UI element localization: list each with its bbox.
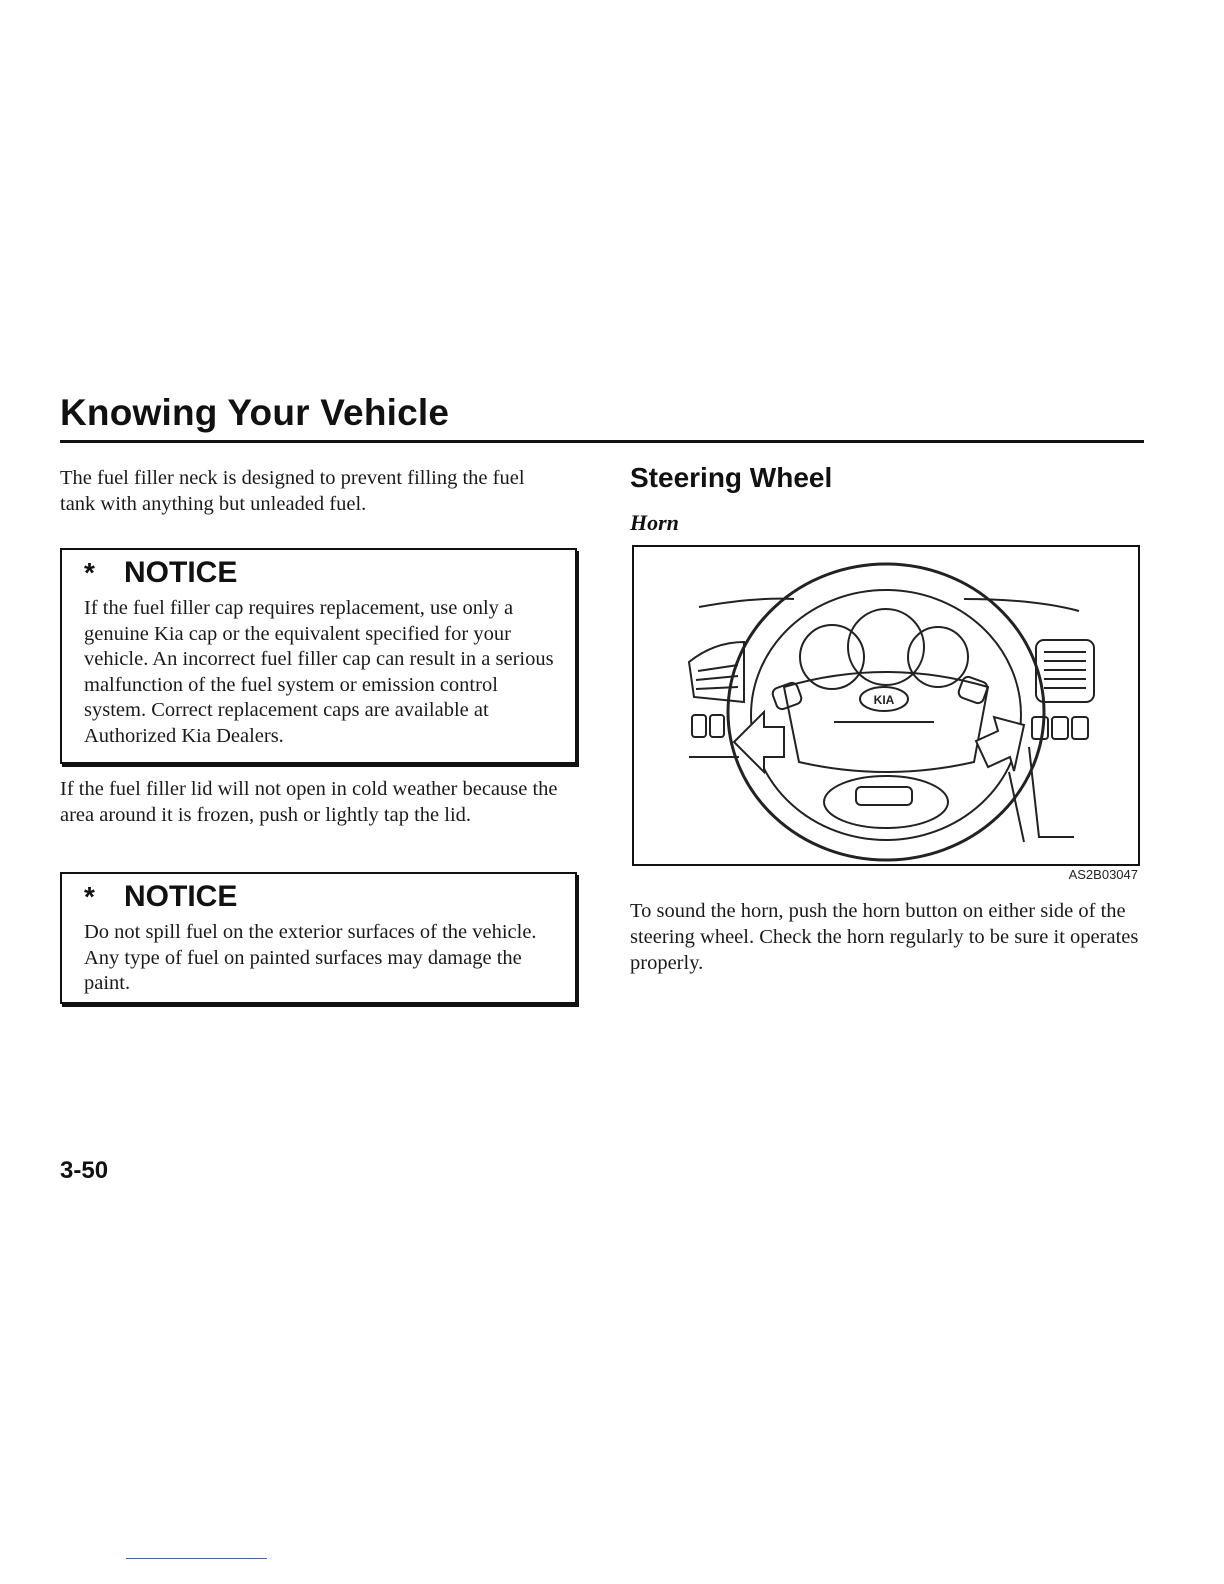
figure-code: AS2B03047 <box>1068 867 1138 882</box>
steering-wheel-illustration <box>634 547 1138 864</box>
section-title: Knowing Your Vehicle <box>60 392 450 433</box>
left-switch-icon <box>692 715 724 737</box>
asterisk-icon: * <box>84 881 95 912</box>
footer-line <box>126 1558 267 1559</box>
frozen-lid-paragraph: If the fuel filler lid will not open in cold weather because the area around it is frozen, push or lightly tap the lid. <box>60 778 558 826</box>
fuel-neck-paragraph: The fuel filler neck is designed to prevent filling the fuel tank with anything but unleaded fuel. <box>60 467 525 515</box>
notice-title: NOTICE <box>124 556 238 589</box>
horn-paragraph: To sound the horn, push the horn button on either side of the steering wheel. Check the horn regularly to be sure it operates properly. <box>630 900 1139 974</box>
steering-wheel-heading: Steering Wheel <box>630 462 833 493</box>
steering-wheel-inner <box>751 590 1021 840</box>
steering-wheel-figure <box>632 545 1140 866</box>
asterisk-icon: * <box>84 557 95 588</box>
notice-body: If the fuel filler cap requires replacement, use only a genuine Kia cap or the equivalent specified for your vehicle. An incorrect fuel filler cap can result in a serious malfunction of the fuel system or emission control system. Correct replacement caps are available at Authorized Kia Dealers. <box>84 597 554 747</box>
dash-line <box>964 599 1079 611</box>
right-arrow-icon <box>976 717 1024 771</box>
header-rule <box>60 440 1144 443</box>
right-switch-icon <box>1032 717 1088 739</box>
page-number: 3-50 <box>60 1157 109 1184</box>
notice-heading <box>84 556 555 590</box>
notice-title: NOTICE <box>124 880 238 913</box>
horn-subheading: Horn <box>630 510 679 535</box>
left-arrow-icon <box>734 712 784 772</box>
right-vent-icon <box>1036 640 1094 702</box>
notice-body: Do not spill fuel on the exterior surfaces of the vehicle. Any type of fuel on painted surfaces may damage the paint. <box>84 921 537 994</box>
notice-box-fuel-spill <box>60 872 577 1004</box>
kia-logo-text: KIA <box>873 693 895 707</box>
kia-logo-icon <box>860 687 908 711</box>
notice-heading <box>84 880 555 914</box>
wheel-bottom-grip <box>824 776 948 828</box>
wheel-bottom-pad <box>856 787 912 805</box>
notice-box-fuel-cap <box>60 548 577 764</box>
left-vent-icon <box>689 642 744 702</box>
